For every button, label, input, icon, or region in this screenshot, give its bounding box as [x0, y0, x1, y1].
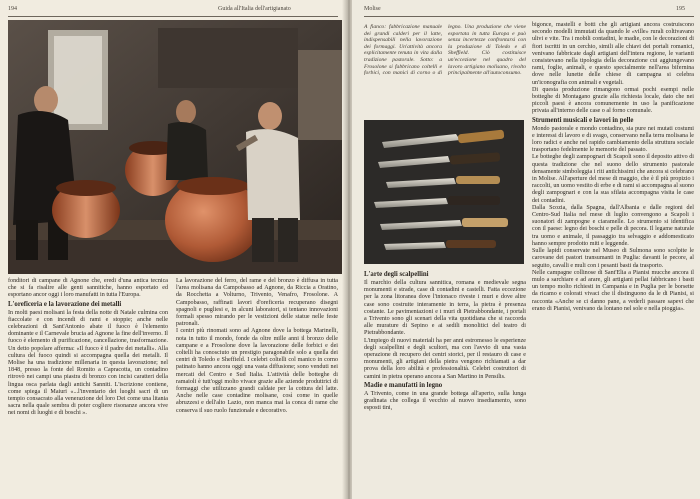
left-page	[0, 0, 348, 499]
right-page	[352, 0, 700, 499]
left-column-1	[8, 278, 168, 418]
photo-caption	[364, 24, 526, 77]
running-title-left: Guida all'Italia dell'artigianato	[218, 6, 291, 12]
left-column-2	[176, 278, 338, 415]
section-heading: L'oreficeria e la lavorazione dei metalli	[8, 300, 122, 308]
section-heading: Strumenti musicali e lavori in pelle	[532, 116, 634, 124]
paragraph: L'impiego di nuovi materiali ha per anni estromesso le esperienze degli scalpellini e degli scultori, ma con l'avvio di una vasta operazione di recupero dei centri storici, per il restauro di case e monumenti, gli artigiani della pietra vengono richiamati a dar prova della loro abilità e professionalità. Celebri costruttori di camini in pietra operano ancora a San Martino in Pensilis.	[364, 337, 526, 380]
paragraph: I centri più rinomati sono ad Agnone dove la bottega Marinelli, nota in tutto il mondo, fonde da oltre mille anni il bronzo delle campane e a Frosolone dove la lavorazione delle forbici e dei coltelli ha conosciuto un prestigio paragonabile solo a quella dei centri di Toledo e Sheffield. I celebri coltelli col manico in corno patinato hanno ancora oggi una vasta diffusione; sono venduti nei mercati del Centro e Sud Italia. L'attività delle botteghe di ramaioli è tutt'oggi molto vivace grazie alle aziende produttrici di formaggi che utilizzano grandi caldaie per la cottura del latte. Anche nelle case contadine molisane, così come in quelle abruzzesi e dell'alto Lazio, non manca mai la conca di rame che conserva il suo ruolo funzionale e decorativo.	[176, 328, 338, 414]
section-heading: Madie e manufatti in legno	[364, 381, 443, 389]
paragraph: Sulle lapidi conservate nel Museo di Sulmona sono scolpite le carovane dei pastori transumanti in Puglia: davanti le pecore, al seguito, cavalli e muli con i pesanti basti da trasporto.	[532, 248, 694, 269]
paragraph: Le botteghe degli zampognari di Scapoli sono il deposito attivo di questa tradizione che nel suono dello strumento pastorale densamente simboleggia i riti antichissimi che ancora si celebrano in Molise. All'aperture del mese di maggio, che è il più propizio i raccolti, un uomo vestito di erbe e di rami si accompagna al suono degli zampognari e con la sua sfilata accompagna visita le case dei contadini.	[532, 154, 694, 204]
paragraph: A Trivento, come in una grande bottega all'aperto, sulla lunga gradinata che collega il vecchio al nuovo insediamento, sono esposti tini,	[364, 390, 526, 412]
paragraph: Di questa produzione rimangono ormai pochi esempi nelle botteghe di Montagano grazie alla richiesta locale, dato che nei piccoli paesi è ancora comunemente in uso la panificazione privata all'interno delle case o al forno comunale.	[532, 86, 694, 115]
right-column-2	[532, 22, 694, 313]
paragraph: Mondo pastorale e mondo contadino, sia pure nei mutati costumi e interessi di lavoro e di svago, conservano nella terra molisana le loro radici e anche nel rapido cambiamento della struttura sociale trasportano fedelmente le memorie del passato.	[532, 125, 694, 154]
page-number-right: 195	[676, 6, 685, 12]
caption-text: A fianco: fabbricazione manuale dei grandi calderi per il latte, indispensabili nella lavorazione dei formaggi. Un'attività ancora esplicitamente tenuta in vita dalla tradizione pastorale. Sotto: a Frosolone si fabbricano coltelli e forbici, con manici di corno o di legno. Una produzione che viene esportata in tutta Europa e può senza incertezze confrontarsi con la produzione di Toledo e di Sheffield. Ciò costituisce un'eccezione nel quadro del lavoro artigiano molisano, rivolto principalmente all'autoconsumo.	[364, 24, 526, 77]
paragraph: bigonce, mastelli e botti che gli artigiani ancora costruiscono secondo modelli immutati da quando le «ville» rurali coltivavano ulivi e vite. Tra i mobili contadini, le madie, con le decorazioni di fiori iscritti in un cerchio, simili alle chiavi dei portali romanici, venivano fabbricate dagli artigiani dell'intera regione, le varianti consistevano nella tipologia della decorazione cui aggiungevano rami, foglie, animali, e questo specialmente nell'area bifernina dove nelle lunette delle chiese di campagna si celebra un'iconografia con animali e vegetali.	[532, 22, 694, 86]
photo-knives	[364, 120, 524, 264]
paragraph: In molti paesi molisani la festa della notte di Natale culmina con fiaccolate e con incendi di rami e stoppie; anche nelle celebrazioni di Sant'Antonio abate il fuoco è l'elemento dominante e il Carnevale brucia ad Agnone la fine dell'inverno. Il fuoco è elemento di purificazione, cancellazione, trasformazione. Un detto popolare afferma: «Il fuoco è il padre dei metalli». Alla cultura del fuoco quindi si accompagna quella dei metalli. Il Molise ha una tradizione millenaria in questa lavorazione; nel 1848, presso la fonte del Romito a Capracotta, un contadino ritrovò nei campi una piastra di bronzo con incisi caratteri della lingua osca parlata dagli antichi Sanniti. L'iscrizione contiene, come spiega il Maiuri «...l'inventario dei luoghi sacri di un tempio consacrato alla venerazione del loro Dei come una litania sacra nella quale sembra di poter cogliere risonanze ancora vive nei nomi di luoghi e di boschi ».	[8, 309, 168, 417]
paragraph: La lavorazione del ferro, del rame e del bronzo è diffusa in tutta l'area molisana da Campobasso ad Agnone, da Riccia a Oratino, da Rocchetta a Volturno, Trivento, Venafro, Frosolone. A Campobasso, raffinati lavori d'oreficeria recuperano disegni spagnoli e pugliesi e, in alcuni laboratori, si tentano innovazioni formali spesso mirando per le vestizioni delle statue nelle feste patronali.	[176, 278, 338, 328]
header-rule-left	[8, 16, 338, 17]
right-column-1	[364, 270, 526, 412]
paragraph: Nelle campagne collinose di Sant'Elia a Pianisi mucche ancora il mulo a sarchiare e ad arare, gli artigiani pellai fabbricano i basti un tempo molto richiesti in Campania e in Puglia per le borsette da ricamo e colorati vivaci che il distinguono da le di Pianisi, si racconta «Anche se ci danno pane, a vederli passare sapevi che erano di Pianisi, venivano da lontano nel sole e nella pioggia».	[532, 269, 694, 312]
paragraph: Il marchio della cultura sannitica, romana e medievale segna monumenti e strade, case di contadini e castelli. Fatta eccezione per la zona litoranea dove l'intonaco riveste i muri e dove altre case sono costruite interamente in terra, la pietra è presenza costante. Le pavimentazioni e i muri di Pietrabbondante, i portali a Trivento sono gli scenari della vita quotidiana che si raccorda alle murature di Sepino e ai sedili monolitici del teatro di Pietrabbondante.	[364, 280, 526, 337]
running-title-right: Molise	[364, 6, 381, 12]
paragraph: fonditori di campane di Agnone che, eredi d'una antica tecnica che si fa risalire alle genti sannitiche, hanno esportato ed esportano ancor oggi i loro manufatti in tutta l'Europa.	[8, 278, 168, 299]
section-heading: L'arte degli scalpellini	[364, 271, 429, 278]
header-rule-right	[364, 16, 694, 17]
paragraph: Dalla Scozia, dalla Spagna, dall'Albania e dalle regioni del Centro-Sud Italia nel mese di luglio convengono a Scapoli i suonatori di zampogne e ciaramelle. Lo strumento si identifica con il paese: legno dei boschi e pelle di pecora. Il legame naturale tra uomo e animale, il passaggio tra selvaggio e addomesticato hanno sempre prodotto miti e leggende.	[532, 204, 694, 247]
photo-coppersmiths	[8, 20, 342, 274]
page-number-left: 194	[8, 6, 17, 12]
